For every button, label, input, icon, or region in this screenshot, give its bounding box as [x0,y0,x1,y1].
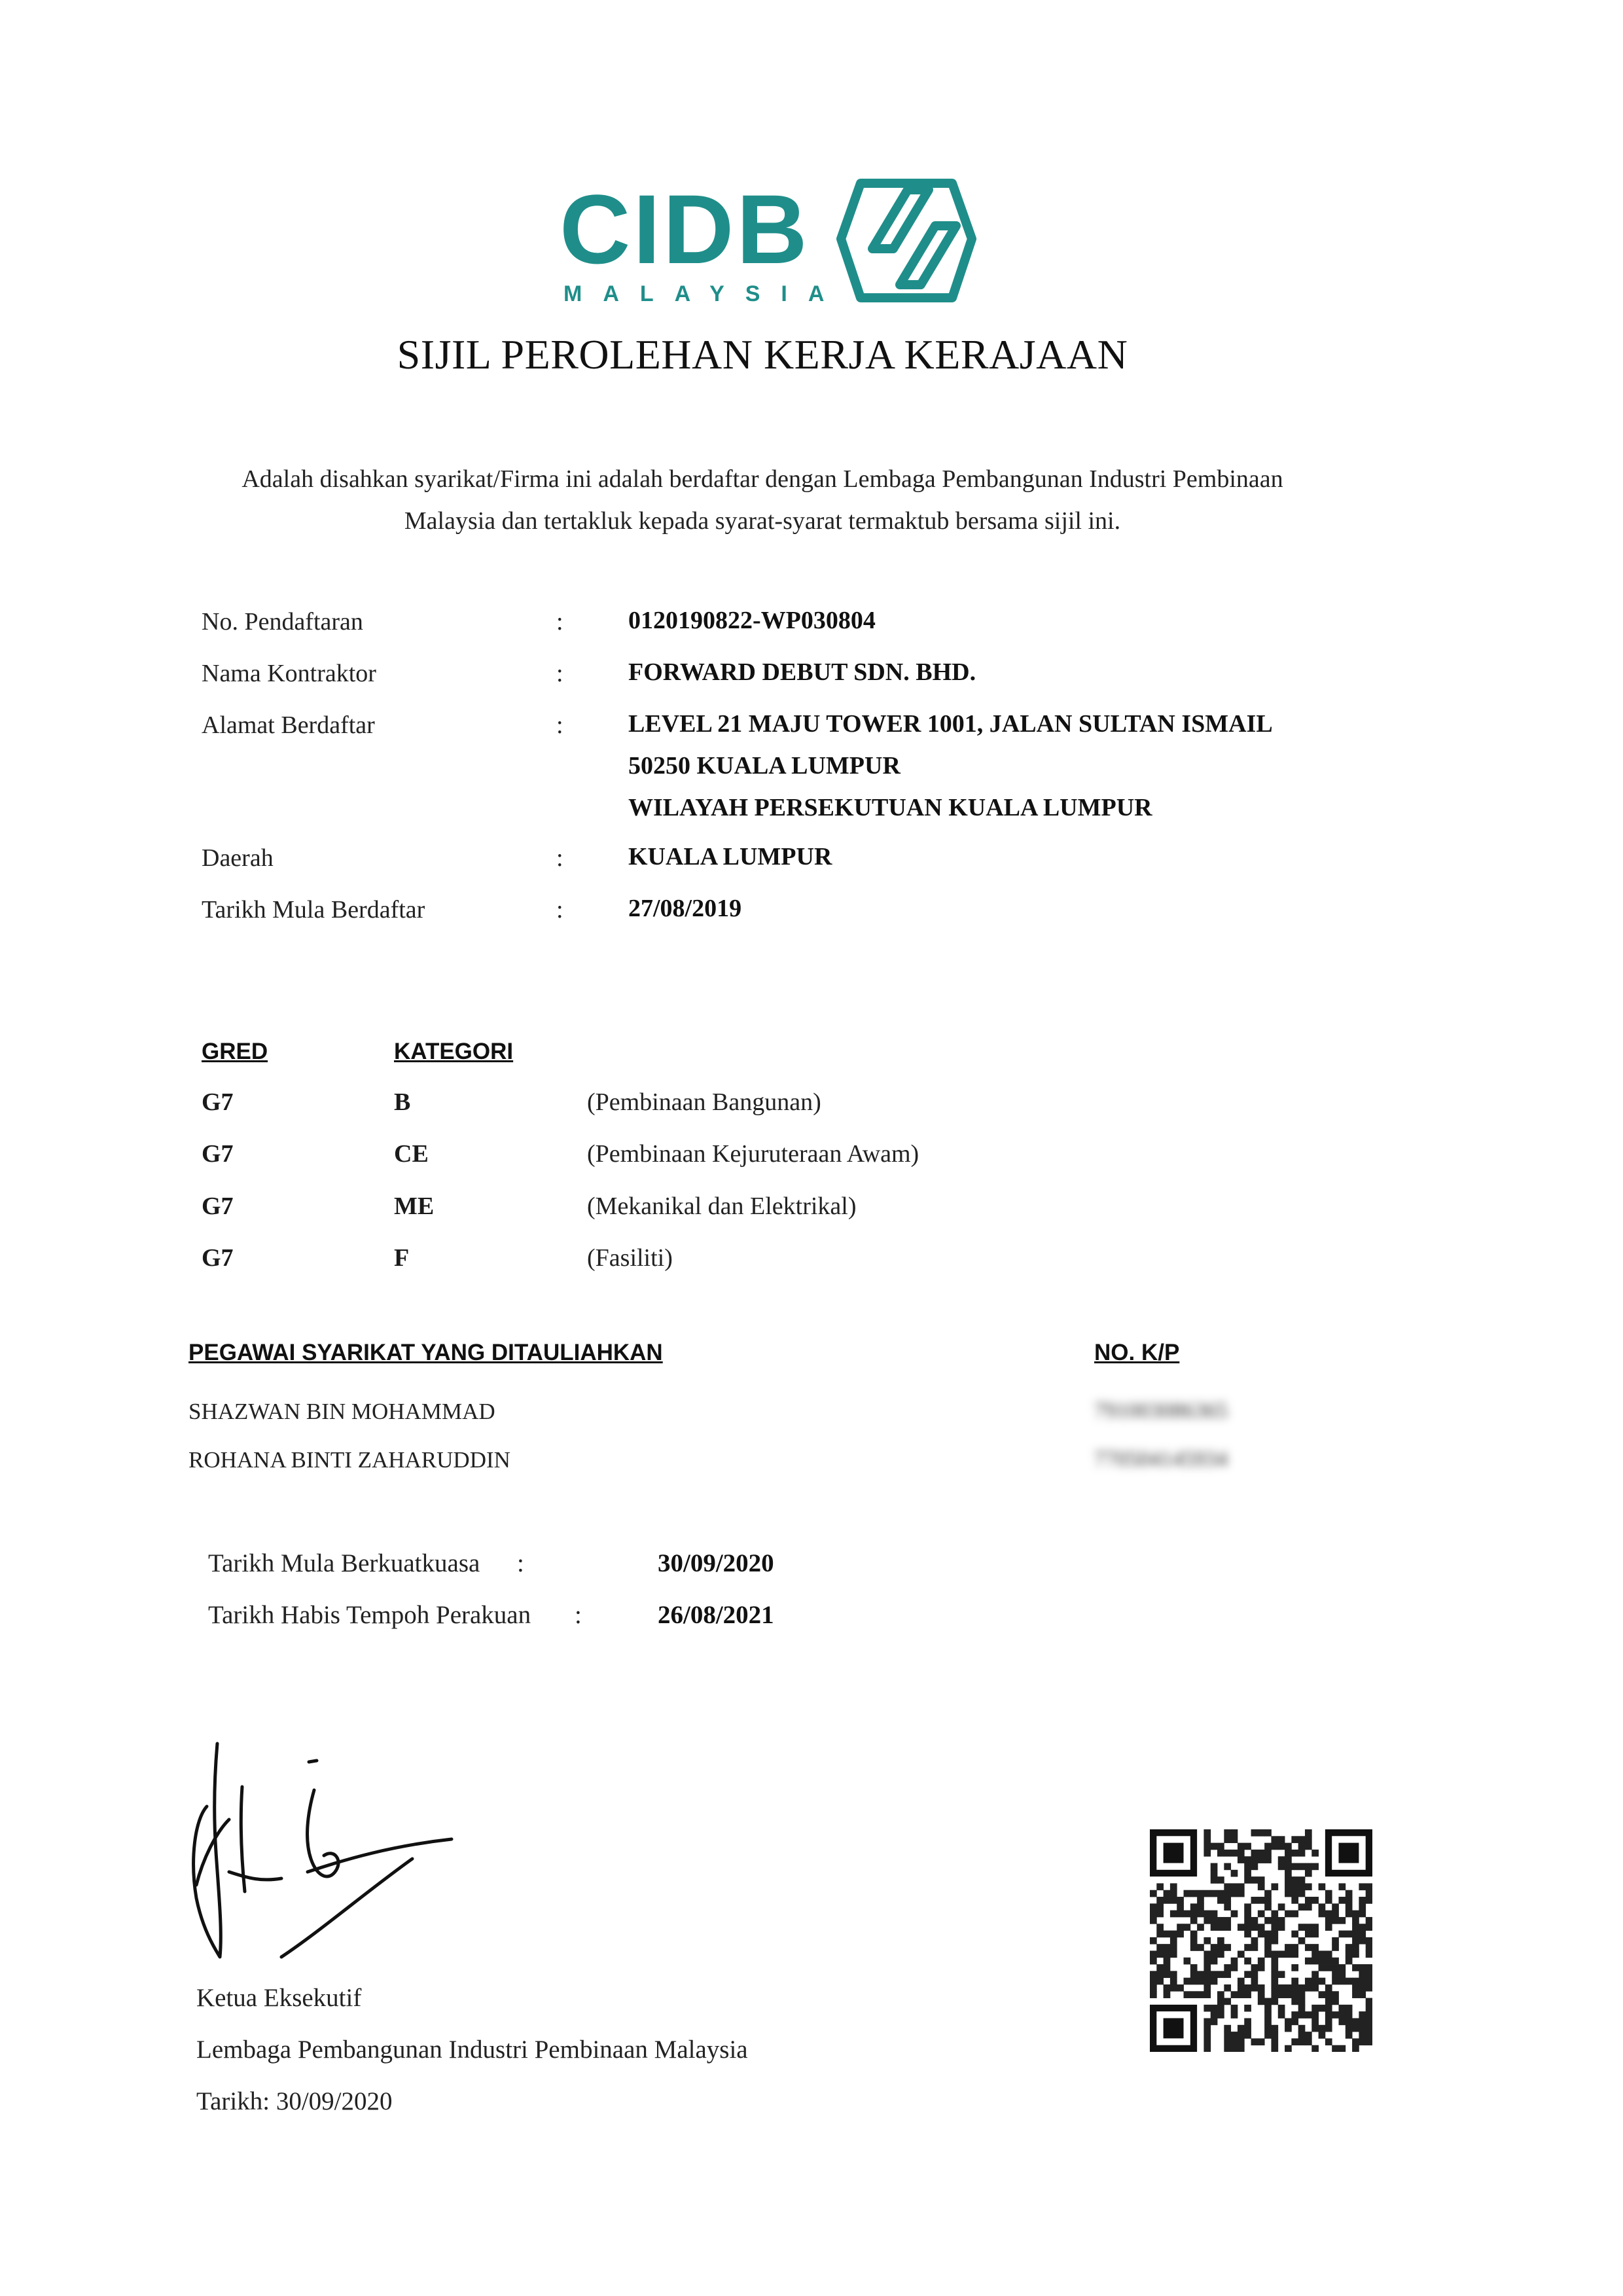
start-date-row [0,895,1623,935]
table-row [0,1192,1623,1225]
effective-date-row [0,1549,1623,1581]
officers-header [0,1340,1623,1366]
effective-date-label: Tarikh Mula Berkuatkuasa [208,1549,480,1577]
description-cell: (Mekanikal dan Elektrikal) [587,1193,857,1220]
list-item [0,1399,1623,1428]
colon: : [517,1549,524,1577]
district-row [0,844,1623,883]
signatory-title: Ketua Eksekutif [196,1984,362,2012]
qr-code-icon [1150,1829,1372,2052]
list-item [0,1447,1623,1477]
contractor-value: FORWARD DEBUT SDN. BHD. [628,658,976,686]
description-cell: (Pembinaan Kejuruteraan Awam) [587,1140,919,1168]
colon: : [556,660,563,687]
expiry-date-label: Tarikh Habis Tempoh Perakuan [208,1601,531,1629]
signatory-organisation: Lembaga Pembangunan Industri Pembinaan Malaysia [196,2036,748,2064]
registration-label: No. Pendaftaran [202,608,363,636]
effective-date-value: 30/09/2020 [658,1549,774,1577]
grade-cell: G7 [202,1140,234,1168]
logo-wordmark: CIDB [560,177,810,284]
category-cell: B [394,1088,411,1116]
category-cell: F [394,1244,410,1272]
grade-cell: G7 [202,1193,234,1220]
intro-line-2: Malaysia dan tertakluk kepada syarat-syarat termaktub bersama sijil ini. [404,507,1121,535]
page-title: SIJIL PEROLEHAN KERJA KERAJAAN [397,331,1128,378]
cidb-logo [560,177,978,308]
category-cell: ME [394,1193,435,1220]
address-row [0,711,1623,842]
colon: : [556,711,563,739]
signature [177,1734,478,1977]
table-row [0,1244,1623,1276]
grade-header: GRED [202,1039,268,1064]
colon: : [556,608,563,636]
table-row [0,1139,1623,1172]
address-value [628,703,1273,829]
colon: : [556,844,563,872]
table-row [0,1088,1623,1121]
start-date-label: Tarikh Mula Berdaftar [202,896,425,924]
address-line-3: WILAYAH PERSEKUTUAN KUALA LUMPUR [628,794,1152,821]
district-label: Daerah [202,844,274,872]
start-date-value: 27/08/2019 [628,895,742,922]
logo-subtitle: MALAYSIA [563,281,846,306]
colon: : [556,896,563,924]
signatory-date: Tarikh: 30/09/2020 [196,2087,393,2115]
grade-cell: G7 [202,1244,234,1272]
officer-ic-redacted: 770504145934 [1094,1447,1228,1471]
address-line-1: LEVEL 21 MAJU TOWER 1001, JALAN SULTAN ISMAIL [628,710,1273,738]
officer-name: ROHANA BINTI ZAHARUDDIN [188,1447,510,1473]
officer-ic-redacted: 791003086365 [1094,1399,1228,1423]
description-cell: (Pembinaan Bangunan) [587,1088,821,1116]
category-header: KATEGORI [394,1039,514,1064]
expiry-date-value: 26/08/2021 [658,1601,774,1629]
address-label: Alamat Berdaftar [202,711,375,739]
registration-row [0,607,1623,647]
description-cell: (Fasiliti) [587,1244,673,1272]
district-value: KUALA LUMPUR [628,843,832,870]
intro-paragraph [157,458,1368,542]
contractor-label: Nama Kontraktor [202,660,376,687]
address-line-2: 50250 KUALA LUMPUR [628,752,901,780]
officer-name-header: PEGAWAI SYARIKAT YANG DITAULIAHKAN [188,1340,663,1365]
ic-number-header: NO. K/P [1094,1340,1180,1365]
grades-header [0,1039,1623,1065]
contractor-row [0,659,1623,698]
expiry-date-row [0,1600,1623,1633]
category-cell: CE [394,1140,429,1168]
qr-code-graphic [1150,1829,1372,2052]
officer-name: SHAZWAN BIN MOHAMMAD [188,1399,495,1424]
signature-graphic [177,1734,478,1977]
registration-value: 0120190822-WP030804 [628,607,876,634]
colon: : [575,1601,582,1629]
grade-cell: G7 [202,1088,234,1116]
cidb-logo-graphic [560,177,978,308]
intro-line-1: Adalah disahkan syarikat/Firma ini adalah berdaftar dengan Lembaga Pembangunan Industri Pembinaan [241,465,1283,493]
hexagon-emblem-icon [841,183,972,298]
